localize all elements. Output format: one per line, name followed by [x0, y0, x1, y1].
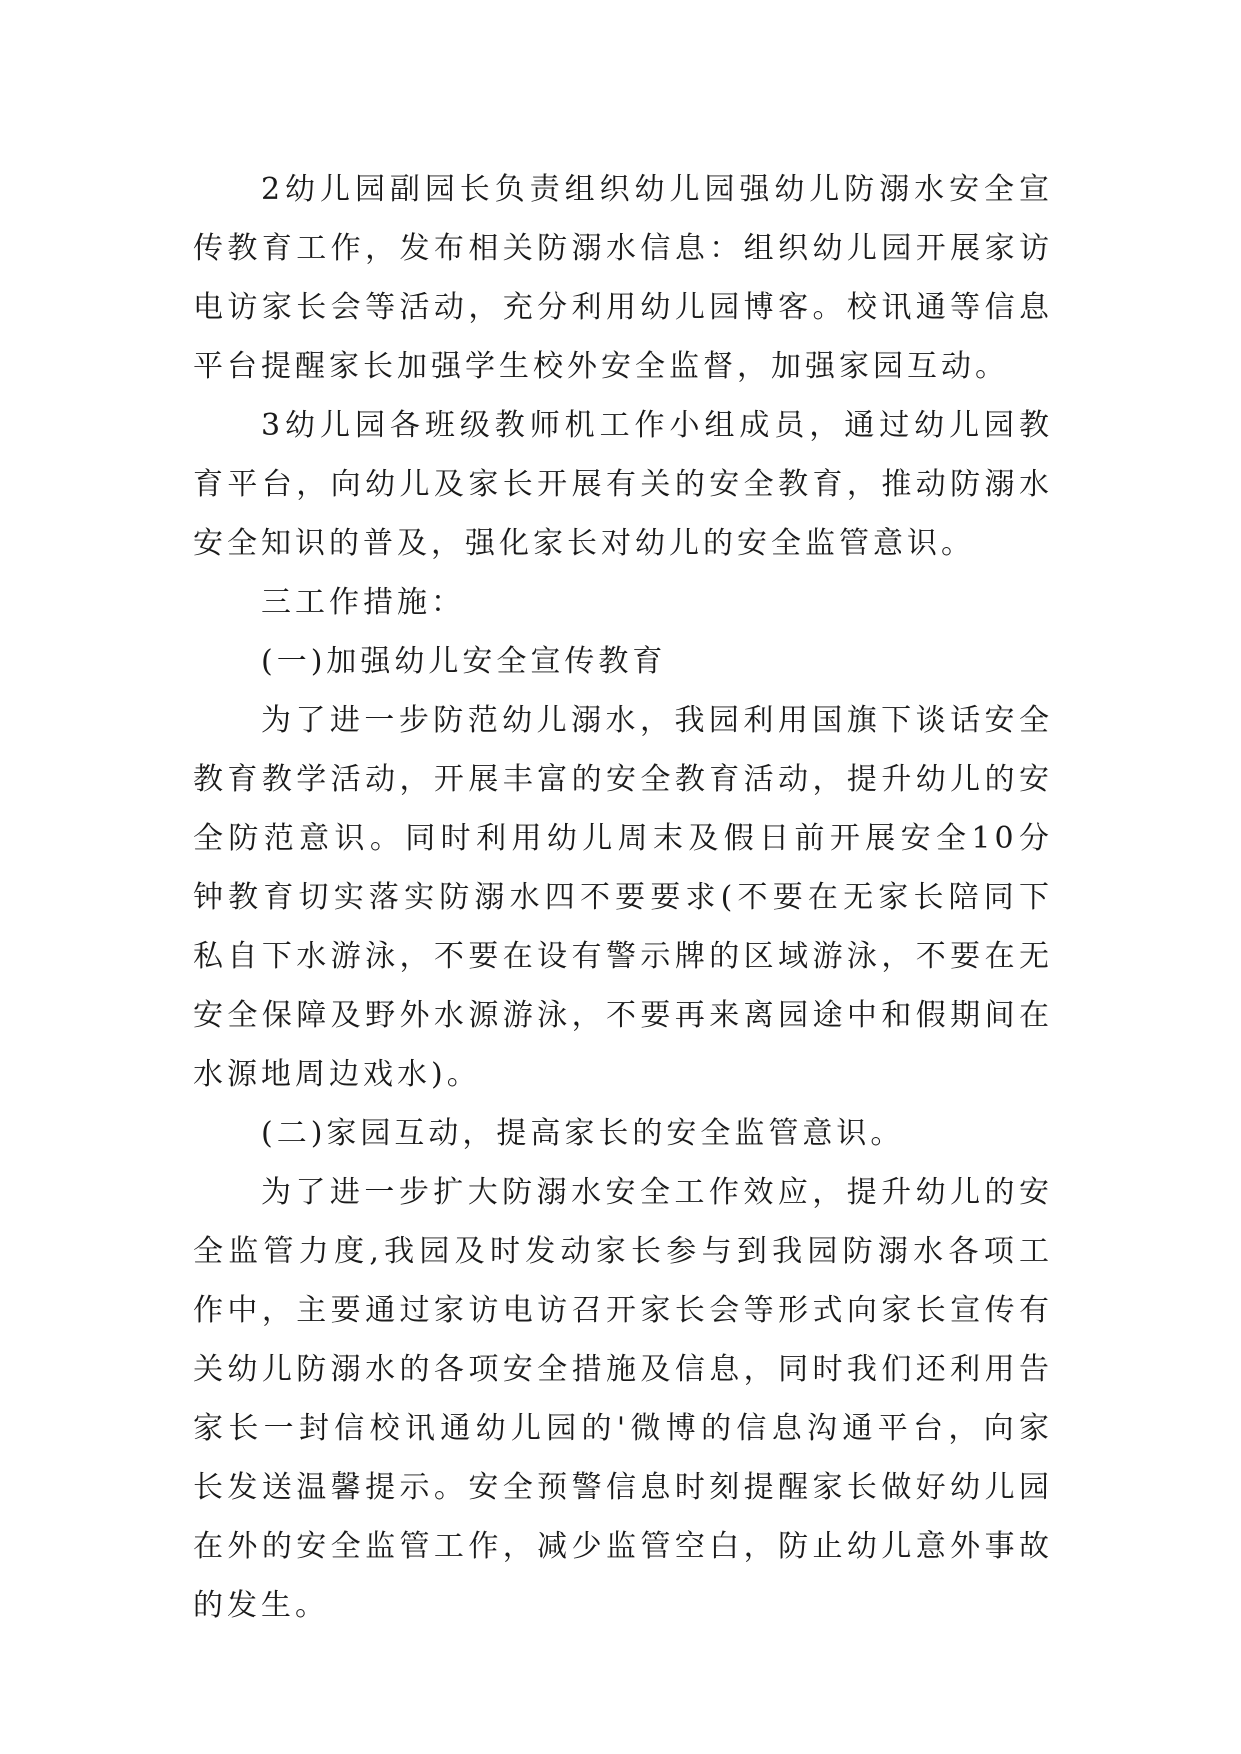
document-body	[193, 160, 1053, 1635]
subheading-home-school-interaction: (二)家园互动，提高家长的安全监管意识。	[261, 1116, 905, 1151]
subheading-safety-education: (一)加强幼儿安全宣传教育	[261, 644, 667, 679]
paragraph-responsibility-vice-principal: 2幼儿园副园长负责组织幼儿园强幼儿防溺水安全宣传教育工作，发布相关防溺水信息：组织幼儿园开展家访电访家长会等活动，充分利用幼儿园博客。校讯通等信息平台提醒家长加强学生校外安全监督，加强家园互动。	[193, 172, 1053, 384]
paragraph-responsibility-teachers: 3幼儿园各班级教师机工作小组成员，通过幼儿园教育平台，向幼儿及家长开展有关的安全教育，推动防溺水安全知识的普及，强化家长对幼儿的安全监管意识。	[193, 408, 1053, 561]
paragraph-home-school-interaction: 为了进一步扩大防溺水安全工作效应，提升幼儿的安全监管力度,我园及时发动家长参与到我园防溺水各项工作中，主要通过家访电访召开家长会等形式向家长宣传有关幼儿防溺水的各项安全措施及信息，同时我们还利用告家长一封信校讯通幼儿园的'微博的信息沟通平台，向家长发送温馨提示。安全预警信息时刻提醒家长做好幼儿园在外的安全监管工作，减少监管空白，防止幼儿意外事故的发生。	[193, 1175, 1053, 1623]
paragraph-safety-education: 为了进一步防范幼儿溺水，我园利用国旗下谈话安全教育教学活动，开展丰富的安全教育活动，提升幼儿的安全防范意识。同时利用幼儿周末及假日前开展安全10分钟教育切实落实防溺水四不要要求(不要在无家长陪同下私自下水游泳，不要在设有警示牌的区域游泳，不要在无安全保障及野外水源游泳，不要再来离园途中和假期间在水源地周边戏水)。	[193, 703, 1053, 1092]
section-heading-measures: 三工作措施：	[261, 585, 465, 620]
